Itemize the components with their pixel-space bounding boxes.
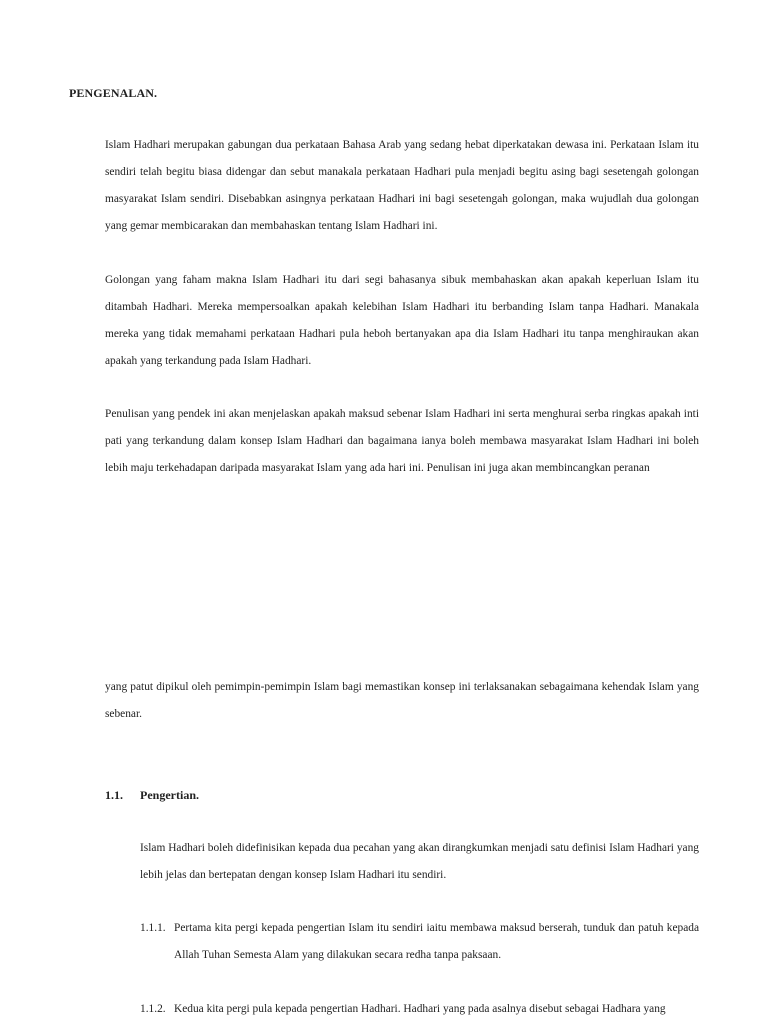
subsection-text: Kedua kita pergi pula kepada pengertian Hadhari. Hadhari yang pada asalnya disebut sebagai Hadhara yang [174, 1003, 666, 1015]
subsection-text: Pertama kita pergi kepada pengertian Islam itu sendiri iaitu membawa maksud berserah, tunduk dan patuh kepada Allah Tuhan Semesta Alam yang dilakukan secara redha tanpa paksaan. [174, 922, 699, 961]
paragraph-4: yang patut dipikul oleh pemimpin-pemimpin Islam bagi memastikan konsep ini terlaksanakan sebagaimana kehendak Islam yang sebenar. [105, 681, 699, 720]
document-heading: PENGENALAN. [69, 86, 158, 100]
section-intro: Islam Hadhari boleh didefinisikan kepada dua pecahan yang akan dirangkumkan menjadi satu definisi Islam Hadhari yang lebih jelas dan bertepatan dengan konsep Islam Hadhari itu sendiri. [140, 842, 699, 881]
paragraph-3: Penulisan yang pendek ini akan menjelaskan apakah maksud sebenar Islam Hadhari ini serta menghurai serba ringkas apakah inti pati yang terkandung dalam konsep Islam Hadhari dan bagaimana ianya boleh membawa masyarakat Islam Hadhari ini boleh lebih maju terkehadapan daripada masyarakat Islam yang ada hari ini. Penulisan ini juga akan membincangkan peranan [105, 408, 699, 474]
paragraph-1: Islam Hadhari merupakan gabungan dua perkataan Bahasa Arab yang sedang hebat diperkatakan dewasa ini. Perkataan Islam itu sendiri telah begitu biasa didengar dan sebut manakala perkataan Hadhari pula menjadi begitu asing bagi sesetengah golongan masyarakat Islam sendiri. Disebabkan asingnya perkataan Hadhari ini bagi sesetengah golongan, maka wujudlah dua golongan yang gemar membicarakan dan membahaskan tentang Islam Hadhari ini. [105, 139, 699, 232]
paragraph-2: Golongan yang faham makna Islam Hadhari itu dari segi bahasanya sibuk membahaskan akan apakah keperluan Islam itu ditambah Hadhari. Mereka mempersoalkan apakah kelebihan Islam Hadhari itu berbanding Islam tanpa Hadhari. Manakala mereka yang tidak memahami perkataan Hadhari pula heboh bertanyakan apa dia Islam Hadhari itu tanpa menghiraukan akan apakah yang terkandung pada Islam Hadhari. [105, 274, 699, 367]
subsection-number: 1.1.2. [140, 1003, 166, 1015]
section-number: 1.1. [105, 788, 123, 802]
section-title: Pengertian. [140, 788, 199, 802]
subsection-number: 1.1.1. [140, 922, 166, 934]
